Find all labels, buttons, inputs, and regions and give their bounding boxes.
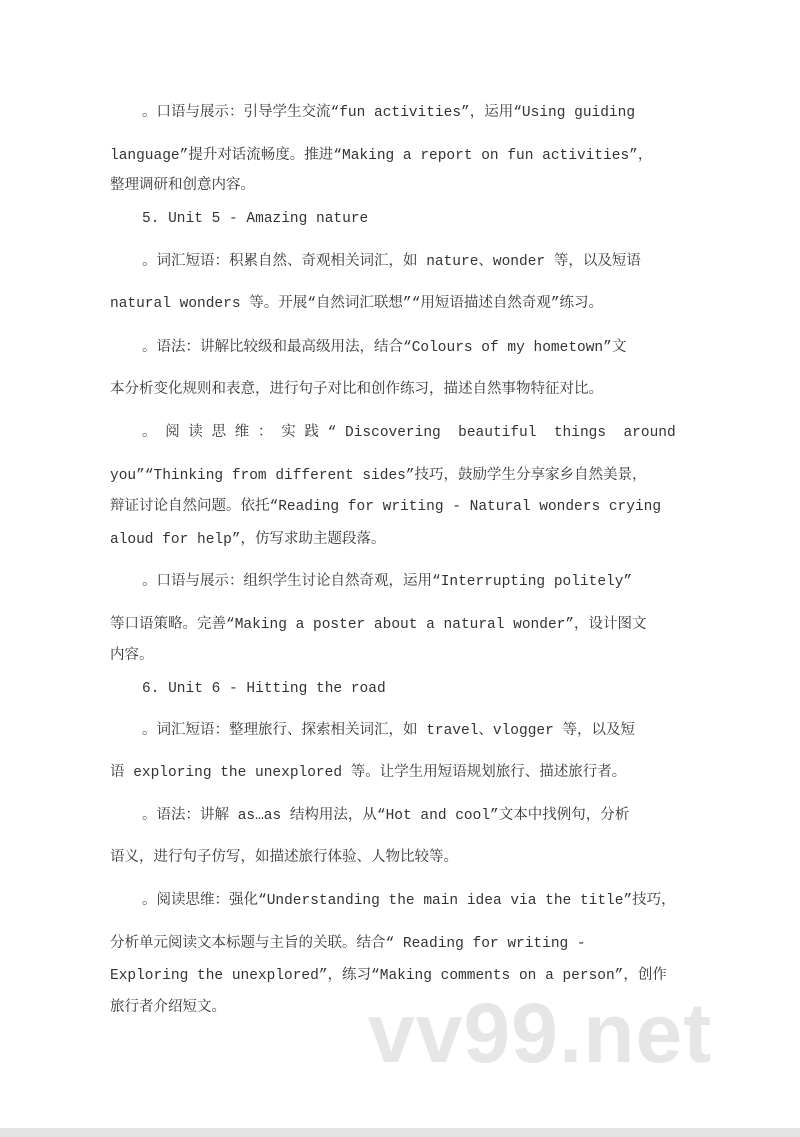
text-line: 。 阅 读 思 维 ： 实 践 “ Discovering beautiful things around [142,425,676,441]
text-line: 。词汇短语：整理旅行、探索相关词汇，如 travel、vlogger 等，以及短 [142,723,636,739]
text-line: 语 exploring the unexplored 等。让学生用短语规划旅行、描述旅行者。 [110,765,627,781]
text-line: 语义，进行句子仿写，如描述旅行体验、人物比较等。 [110,850,458,866]
text-line: natural wonders 等。开展“自然词汇联想”“用短语描述自然奇观”练习。 [110,296,604,312]
page-bottom-edge [0,1128,800,1137]
text-line: 。语法：讲解比较级和最高级用法，结合“Colours of my hometown”文 [142,340,627,356]
text-line: 旅行者介绍短文。 [110,1000,226,1016]
text-line: 本分析变化规则和表意，进行句子对比和创作练习，描述自然事物特征对比。 [110,382,603,398]
text-line: 等口语策略。完善“Making a poster about a natural wonder”，设计图文 [110,617,647,633]
section-heading-unit6: 6. Unit 6 - Hitting the road [142,681,386,697]
text-line: 整理调研和创意内容。 [110,178,255,194]
text-line: 。词汇短语：积累自然、奇观相关词汇，如 nature、wonder 等，以及短语 [142,254,641,270]
text-line: you”“Thinking from different sides”技巧，鼓励学生分享家乡自然美景， [110,468,647,484]
text-line: aloud for help”，仿写求助主题段落。 [110,532,386,548]
text-line: 。口语与展示：引导学生交流“fun activities”，运用“Using guiding [142,105,636,121]
text-line: 。阅读思维：强化“Understanding the main idea via the title”技巧， [142,893,676,909]
watermark: vv99.net [368,986,713,1080]
text-line: 内容。 [110,648,154,664]
text-line: language”提升对话流畅度。推进“Making a report on fun activities”， [110,148,653,164]
text-line: Exploring the unexplored”，练习“Making comments on a person”，创作 [110,968,667,984]
text-line: 。语法：讲解 as…as 结构用法，从“Hot and cool”文本中找例句，分析 [142,808,630,824]
text-line: 分析单元阅读文本标题与主旨的关联。结合“ Reading for writing - [110,936,586,952]
section-heading-unit5: 5. Unit 5 - Amazing nature [142,211,369,227]
text-line: 。口语与展示：组织学生讨论自然奇观，运用“Interrupting politely” [142,574,633,590]
text-line: 辩证讨论自然问题。依托“Reading for writing - Natural wonders crying [110,499,662,515]
